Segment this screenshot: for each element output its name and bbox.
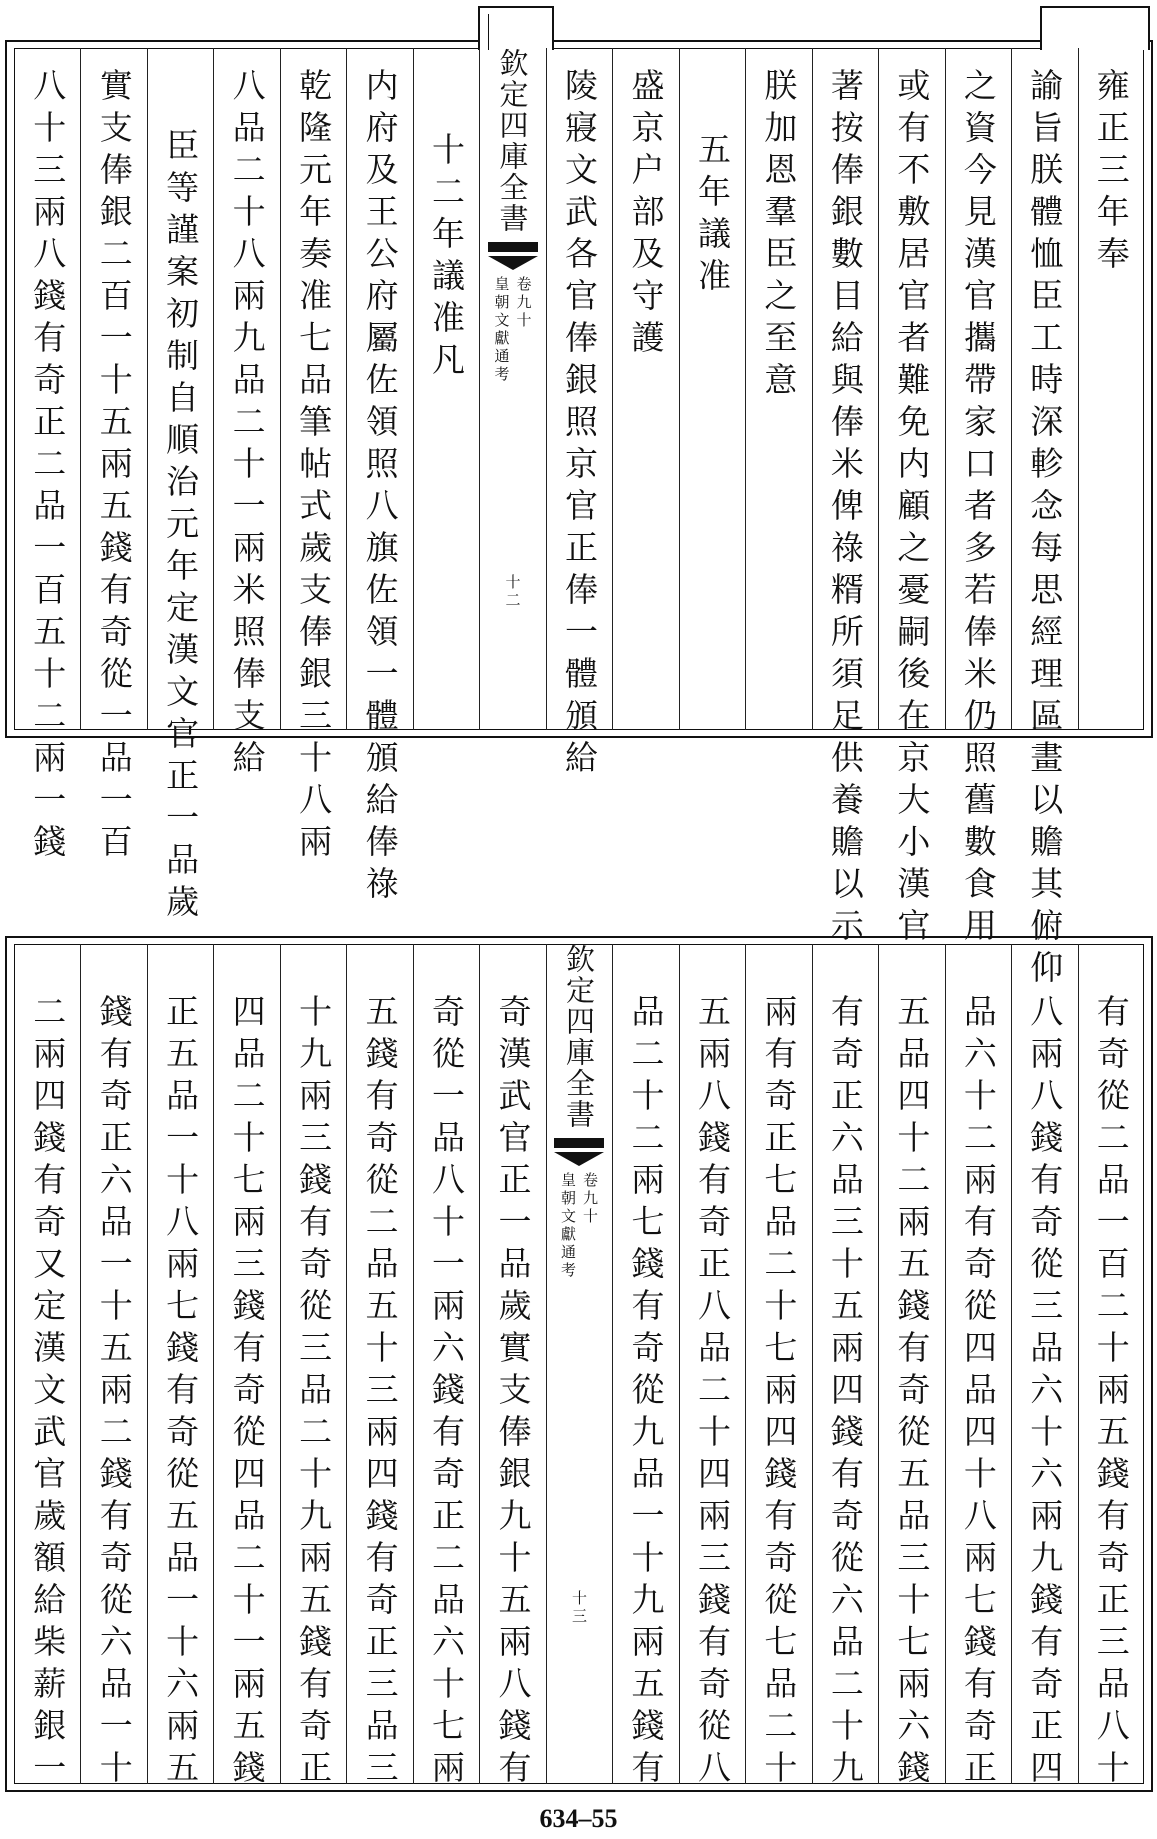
text-column — [86, 994, 142, 1792]
column-rule — [346, 944, 347, 1784]
column-rule — [812, 944, 813, 1784]
text-column — [950, 68, 1006, 950]
column-rule — [945, 48, 946, 730]
column-text: 五年議准 — [692, 132, 732, 300]
text-column — [750, 994, 806, 1792]
column-text: 有奇正六品三十五兩四錢有奇從六品二十九 — [825, 994, 865, 1792]
text-column — [285, 994, 341, 1792]
reign-heading — [1083, 68, 1139, 278]
column-text: 十九兩三錢有奇從三品二十九兩五錢有奇正 — [294, 994, 334, 1792]
bottom-text-columns — [14, 944, 1144, 1792]
column-text: 内府及王公府屬佐領照八旗佐領一體頒給俸祿 — [360, 68, 400, 908]
column-text: 或有不敷居官者難免内顧之憂嗣後在京大小漢官 — [892, 68, 932, 950]
text-column — [285, 68, 341, 866]
column-rule — [80, 48, 81, 730]
column-text: 奇從一品八十一兩六錢有奇正二品六十七兩 — [427, 994, 467, 1792]
column-rule — [878, 944, 879, 1784]
center-margin-strip — [485, 48, 541, 730]
column-text: 五錢有奇從二品五十三兩四錢有奇正三品三 — [360, 994, 400, 1792]
text-column — [883, 68, 939, 950]
text-column — [219, 994, 275, 1792]
column-rule — [812, 48, 813, 730]
side-title-line: 卷九十 — [514, 276, 533, 330]
text-column — [152, 128, 208, 926]
text-column — [418, 994, 474, 1792]
side-title-line: 皇朝文獻通考 — [492, 276, 511, 384]
text-column — [617, 68, 673, 362]
column-text: 二兩四錢有奇又定漢文武官歲額給柴薪銀一 — [28, 994, 68, 1792]
column-rule — [413, 944, 414, 1784]
column-text: 陵寢文武各官俸銀照京官正俸一體頒給 — [560, 68, 599, 782]
page-number-footer: 634–55 — [539, 1804, 618, 1833]
side-title-line: 卷九十 — [581, 1172, 599, 1226]
column-rule — [679, 944, 680, 1784]
column-rule — [479, 944, 480, 1784]
fishtail-black-bar — [488, 242, 538, 252]
leaf-number — [504, 574, 522, 610]
column-text: 臣等謹案初制自順治元年定漢文官正一品歲 — [161, 128, 201, 926]
text-column — [86, 68, 142, 866]
text-column — [551, 68, 607, 782]
column-rule — [1078, 48, 1079, 730]
column-rule — [147, 48, 148, 730]
column-text: 八十三兩八錢有奇正二品一百五十二兩一錢 — [28, 68, 68, 866]
text-column — [684, 994, 740, 1792]
text-column — [418, 132, 474, 384]
text-column — [19, 994, 75, 1792]
column-rule — [80, 944, 81, 1784]
leaf-number-text: 十二 — [503, 574, 522, 610]
text-column — [817, 994, 873, 1792]
column-text: 八品二十八兩九品二十一兩米照俸支給 — [227, 68, 267, 782]
column-rule — [1078, 944, 1079, 1784]
text-column — [152, 994, 208, 1792]
column-text: 朕加恩羣臣之至意 — [759, 68, 799, 404]
top-raised-tab-right — [1040, 6, 1150, 50]
column-text: 品六十二兩有奇從四品四十八兩七錢有奇正 — [958, 994, 998, 1792]
column-rule — [280, 944, 281, 1784]
column-rule — [1011, 944, 1012, 1784]
column-text: 錢有奇正六品一十五兩二錢有奇從六品一十 — [94, 994, 134, 1792]
column-rule — [945, 944, 946, 1784]
column-text: 四品二十七兩三錢有奇從四品二十一兩五錢 — [227, 994, 267, 1792]
text-column — [1083, 994, 1139, 1792]
top-raised-tab-inner — [488, 14, 489, 50]
column-rule — [745, 48, 746, 730]
column-rule — [878, 48, 879, 730]
column-text: 著按俸銀數目給與俸米俾祿糈所須足供養贍以示 — [825, 68, 865, 950]
text-column — [1016, 68, 1072, 992]
book-header-text: 欽定四庫全書 — [562, 944, 596, 1130]
column-text: 兩有奇正七品二十七兩四錢有奇從七品二十 — [759, 994, 799, 1792]
column-rule — [213, 48, 214, 730]
column-text: 有奇從二品一百二十兩五錢有奇正三品八十 — [1091, 994, 1131, 1792]
column-text: 之資今見漢官攜帶家口者多若俸米仍照舊數食用 — [958, 68, 998, 950]
text-column — [950, 994, 1006, 1792]
column-rule — [213, 944, 214, 1784]
side-title — [559, 1172, 599, 1280]
column-rule — [147, 944, 148, 1784]
column-rule — [479, 48, 480, 730]
column-rule — [413, 48, 414, 730]
text-column — [352, 68, 408, 908]
column-text: 雍正三年奉 — [1091, 68, 1131, 278]
book-header — [485, 48, 541, 234]
column-rule — [546, 944, 547, 1784]
column-rule — [745, 944, 746, 1784]
text-column — [1016, 994, 1072, 1792]
text-column — [352, 994, 408, 1792]
leaf-number — [570, 1590, 588, 1626]
column-text: 實支俸銀二百一十五兩五錢有奇從一品一百 — [94, 68, 134, 866]
column-text: 正五品一十八兩七錢有奇從五品一十六兩五 — [161, 994, 201, 1792]
column-text: 品二十二兩七錢有奇從九品一十九兩五錢有 — [626, 994, 666, 1792]
book-header — [551, 944, 607, 1130]
text-column — [684, 132, 740, 300]
column-text: 八兩八錢有奇從三品六十六兩九錢有奇正四 — [1025, 994, 1065, 1792]
side-title — [493, 276, 533, 384]
text-column — [19, 68, 75, 866]
center-margin-strip — [551, 944, 607, 1784]
column-text: 五品四十二兩五錢有奇從五品三十七兩六錢 — [892, 994, 932, 1792]
column-text: 諭旨朕體恤臣工時深軫念每思經理區畫以贍其俯仰 — [1025, 68, 1065, 992]
text-column — [485, 994, 541, 1792]
top-text-columns — [14, 48, 1144, 992]
text-column — [817, 68, 873, 950]
leaf-number-text: 十三 — [570, 1590, 588, 1626]
column-text: 十二年議准凡 — [427, 132, 467, 384]
column-rule — [346, 48, 347, 730]
text-column — [750, 68, 806, 404]
text-column — [617, 994, 673, 1792]
column-text: 奇漢武官正一品歲實支俸銀九十五兩八錢有 — [493, 994, 533, 1792]
fishtail-notch — [554, 1152, 604, 1166]
fishtail-notch — [488, 256, 538, 270]
column-text: 乾隆元年奏准七品筆帖式歲支俸銀三十八兩 — [294, 68, 334, 866]
column-rule — [546, 48, 547, 730]
column-rule — [280, 48, 281, 730]
column-rule — [679, 48, 680, 730]
column-rule — [1011, 48, 1012, 730]
side-title-line: 皇朝文獻通考 — [559, 1172, 577, 1280]
top-raised-tab-left — [478, 6, 554, 50]
fishtail-black-bar — [554, 1138, 604, 1148]
text-column — [883, 994, 939, 1792]
column-rule — [612, 48, 613, 730]
book-header-text: 欽定四庫全書 — [495, 48, 530, 234]
text-column — [219, 68, 275, 782]
column-rule — [612, 944, 613, 1784]
column-text: 盛京户部及守護 — [626, 68, 666, 362]
column-text: 五兩八錢有奇正八品二十四兩三錢有奇從八 — [692, 994, 732, 1792]
